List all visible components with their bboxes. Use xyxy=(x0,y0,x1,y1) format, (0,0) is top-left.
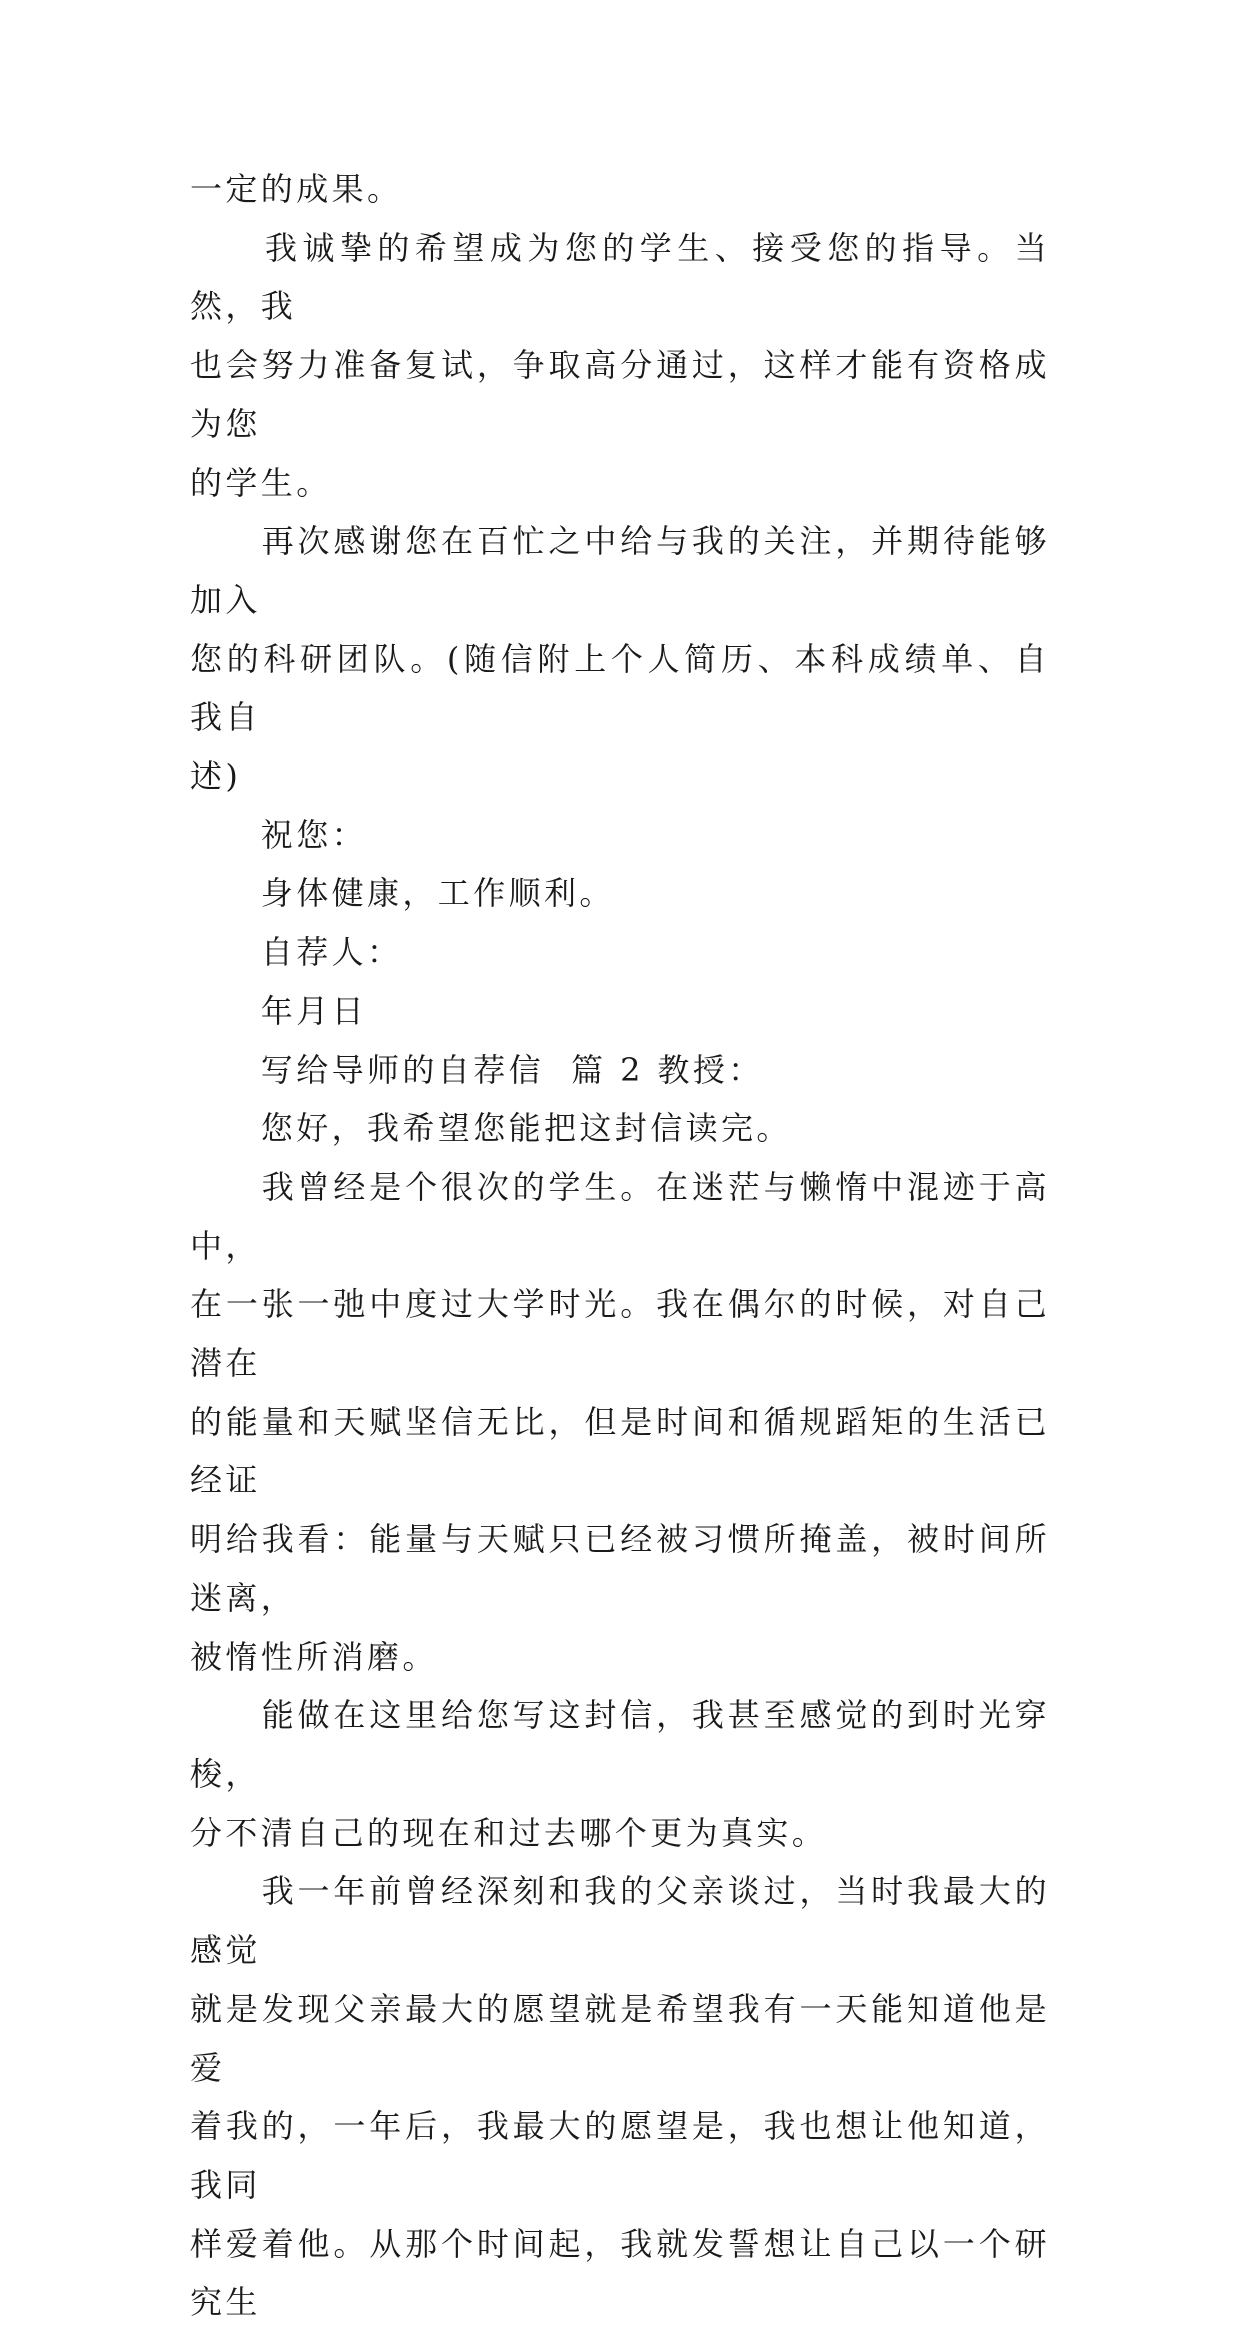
text-line: 再次感谢您在百忙之中给与我的关注，并期待能够加入 xyxy=(190,522,1050,619)
text-line: 就是发现父亲最大的愿望就是希望我有一天能知道他是爱 xyxy=(190,1989,1050,2087)
text-line: 被惰性所消磨。 xyxy=(190,1637,438,1676)
text-line: 写给导师的自荐信 篇 2 教授： xyxy=(190,1050,764,1089)
text-line: 自荐人： xyxy=(190,933,403,972)
text-line: 祝您： xyxy=(190,815,368,854)
text-line: 我曾经是个很次的学生。在迷茫与懒惰中混迹于高中， xyxy=(190,1167,1050,1265)
text-line: 一定的成果。 xyxy=(190,170,403,208)
text-line: 的能量和天赋坚信无比，但是时间和循规蹈矩的生活已经证 xyxy=(190,1402,1050,1500)
text-line: 年月日 xyxy=(190,991,368,1030)
text-line: 的学生。 xyxy=(190,463,332,502)
text-line: 明给我看：能量与天赋只已经被习惯所掩盖，被时间所迷离， xyxy=(190,1520,1050,1617)
text-line: 也会努力准备复试，争取高分通过，这样才能有资格成为您 xyxy=(190,346,1050,443)
text-line: 身体健康，工作顺利。 xyxy=(190,874,615,913)
text-line: 着我的，一年后，我最大的愿望是，我也想让他知道，我同 xyxy=(190,2107,1050,2204)
text-line: 述) xyxy=(190,757,242,796)
text-line: 能做在这里给您写这封信，我甚至感觉的到时光穿梭， xyxy=(190,1696,1050,1793)
text-line: 您好，我希望您能把这封信读完。 xyxy=(190,1109,792,1148)
text-line: 您的科研团队。(随信附上个人简历、本科成绩单、自我自 xyxy=(190,639,1050,737)
text-line: 分不清自己的现在和过去哪个更为真实。 xyxy=(190,1813,828,1852)
text-line: 样爱着他。从那个时间起，我就发誓想让自己以一个研究生 xyxy=(190,2224,1050,2322)
letter-body xyxy=(190,160,1050,2332)
text-line: 在一张一弛中度过大学时光。我在偶尔的时候，对自己潜在 xyxy=(190,1285,1050,1383)
text-line: 我一年前曾经深刻和我的父亲谈过，当时我最大的感觉 xyxy=(190,1872,1050,1970)
text-line: 我诚挚的希望成为您的学生、接受您的指导。当然，我 xyxy=(190,228,1050,326)
